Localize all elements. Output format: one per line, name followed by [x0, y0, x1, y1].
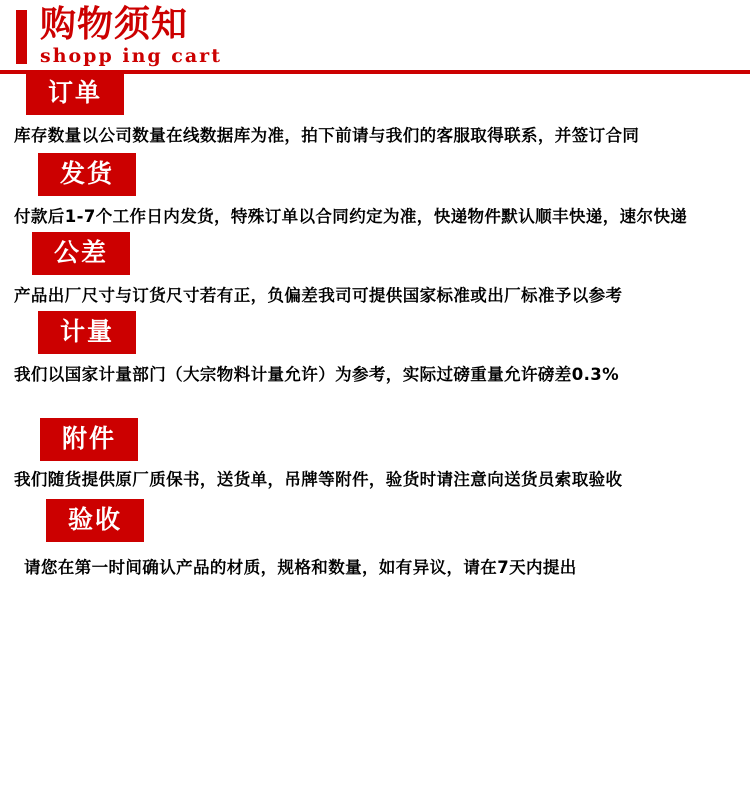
section-accessories-text: 我们随货提供原厂质保书，送货单，吊牌等附件，验货时请注意向送货员索取验收 [14, 470, 623, 489]
section-tolerance-text: 产品出厂尺寸与订货尺寸若有正，负偏差我司可提供国家标准或出厂标准予以参考 [14, 286, 623, 305]
header-accent-bar [16, 10, 27, 64]
section-shipping-text: 付款后1-7个工作日内发货，特殊订单以合同约定为准，快递物件默认顺丰快递，速尔快递 [14, 207, 688, 226]
section-measurement [12, 311, 738, 390]
section-tolerance [12, 232, 738, 311]
section-tolerance-tag-wrap [12, 232, 738, 275]
section-inspection-tag-wrap [12, 499, 738, 542]
page-subtitle: shopp ing cart [40, 45, 222, 67]
notice-sections [0, 72, 750, 583]
section-measurement-tag-wrap [12, 311, 738, 354]
section-shipping-tag: 发货 [38, 153, 136, 196]
section-order-tag-wrap [12, 72, 738, 115]
header-text-block [40, 4, 222, 67]
section-order-text: 库存数量以公司数量在线数据库为准，拍下前请与我们的客服取得联系，并签订合同 [14, 126, 640, 145]
section-measurement-tag: 计量 [38, 311, 136, 354]
section-accessories [12, 418, 738, 495]
page-header [0, 0, 750, 72]
section-order [12, 72, 738, 151]
section-measurement-text: 我们以国家计量部门（大宗物料计量允许）为参考，实际过磅重量允许磅差0.3% [14, 365, 620, 384]
section-inspection-tag: 验收 [46, 499, 144, 542]
section-tolerance-tag: 公差 [32, 232, 130, 275]
section-inspection [12, 499, 738, 583]
section-inspection-text: 请您在第一时间确认产品的材质，规格和数量，如有异议，请在7天内提出 [24, 558, 577, 577]
page-title: 购物须知 [40, 4, 189, 45]
section-shipping [12, 153, 738, 232]
section-order-tag: 订单 [26, 72, 124, 115]
section-accessories-tag-wrap [12, 418, 738, 461]
section-accessories-tag: 附件 [40, 418, 138, 461]
section-shipping-tag-wrap [12, 153, 738, 196]
